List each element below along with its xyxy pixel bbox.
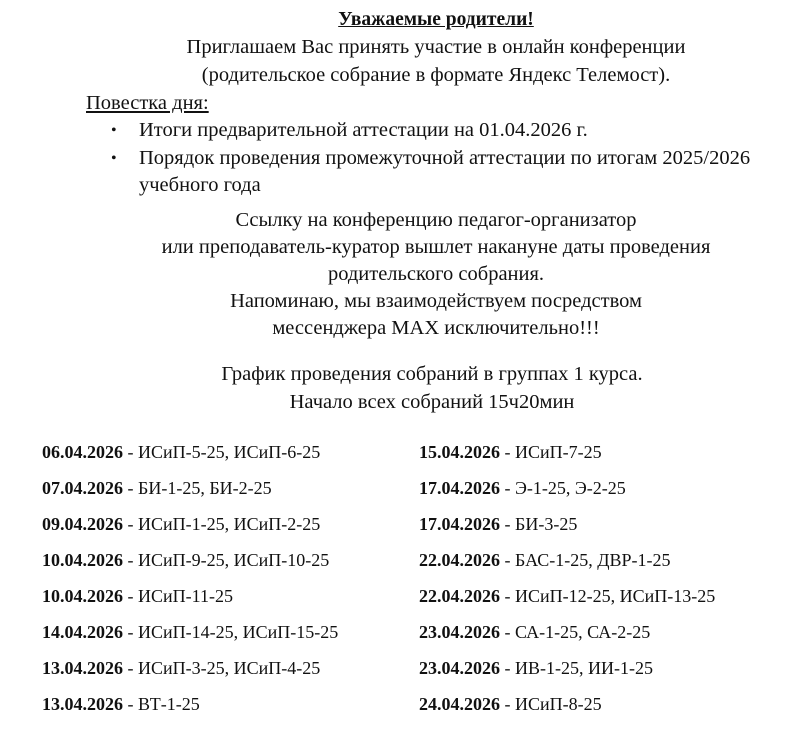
meeting-date: 14.04.2026 <box>42 622 123 642</box>
schedule-row <box>42 476 782 512</box>
separator: - <box>123 514 138 534</box>
schedule-entry <box>42 584 233 608</box>
separator: - <box>500 694 515 714</box>
agenda-item-text: Итоги предварительной аттестации на 01.04.2026 г. <box>139 119 588 141</box>
meeting-groups: ИВ-1-25, ИИ-1-25 <box>515 658 653 678</box>
meeting-groups: ИСиП-7-25 <box>515 442 602 462</box>
meeting-date: 24.04.2026 <box>419 694 500 714</box>
schedule-row <box>42 584 782 620</box>
meeting-date: 23.04.2026 <box>419 622 500 642</box>
schedule-entry <box>419 512 577 536</box>
notice-line: Ссылку на конференцию педагог-организатор <box>235 209 637 231</box>
schedule-entry <box>42 512 320 536</box>
meeting-groups: ИСиП-5-25, ИСиП-6-25 <box>138 442 321 462</box>
schedule-row <box>42 440 782 476</box>
schedule-row <box>42 620 782 656</box>
schedule-entry <box>419 692 602 716</box>
schedule-entry <box>419 548 670 572</box>
meeting-groups: ИСиП-11-25 <box>138 586 233 606</box>
invitation-text <box>0 34 795 89</box>
schedule-entry <box>42 476 272 500</box>
agenda-item <box>110 145 770 200</box>
schedule-title <box>0 361 795 416</box>
separator: - <box>123 586 138 606</box>
separator: - <box>123 658 138 678</box>
separator: - <box>500 478 515 498</box>
meeting-groups: ИСиП-1-25, ИСиП-2-25 <box>138 514 321 534</box>
meeting-date: 15.04.2026 <box>419 442 500 462</box>
schedule-row <box>42 512 782 548</box>
separator: - <box>500 550 515 570</box>
schedule-entry <box>419 656 653 680</box>
schedule-entry <box>419 584 715 608</box>
meeting-date: 13.04.2026 <box>42 694 123 714</box>
bullet-icon: • <box>111 122 117 139</box>
meeting-date: 17.04.2026 <box>419 514 500 534</box>
separator: - <box>123 442 138 462</box>
separator: - <box>123 550 138 570</box>
meeting-groups: БИ-1-25, БИ-2-25 <box>138 478 272 498</box>
invitation-line: (родительское собрание в формате Яндекс Телемост). <box>201 63 671 86</box>
meeting-date: 23.04.2026 <box>419 658 500 678</box>
agenda-label: Повестка дня: <box>86 92 209 114</box>
meeting-groups: СА-1-25, СА-2-25 <box>515 622 651 642</box>
meeting-groups: ИСиП-8-25 <box>515 694 602 714</box>
agenda-list <box>110 117 770 200</box>
meeting-groups: ИСиП-12-25, ИСиП-13-25 <box>515 586 716 606</box>
schedule-entry <box>419 620 650 644</box>
notice-text <box>0 207 795 342</box>
meeting-groups: Э-1-25, Э-2-25 <box>515 478 626 498</box>
meeting-date: 06.04.2026 <box>42 442 123 462</box>
schedule-entry <box>419 440 602 464</box>
meeting-date: 13.04.2026 <box>42 658 123 678</box>
separator: - <box>500 586 515 606</box>
agenda-item-text: Порядок проведения промежуточной аттестации по итогам 2025/2026 учебного года <box>139 146 751 196</box>
meeting-date: 10.04.2026 <box>42 586 123 606</box>
meeting-date: 22.04.2026 <box>419 586 500 606</box>
schedule-entry <box>42 620 338 644</box>
schedule-start-time: Начало всех собраний 15ч20мин <box>289 390 575 413</box>
meeting-groups: ИСиП-3-25, ИСиП-4-25 <box>138 658 321 678</box>
meeting-groups: БИ-3-25 <box>515 514 578 534</box>
schedule-entry <box>42 692 200 716</box>
meeting-groups: БАС-1-25, ДВР-1-25 <box>515 550 671 570</box>
separator: - <box>123 622 138 642</box>
meeting-groups: ИСиП-14-25, ИСиП-15-25 <box>138 622 339 642</box>
meeting-date: 10.04.2026 <box>42 550 123 570</box>
schedule-row <box>42 548 782 584</box>
schedule-row <box>42 692 782 728</box>
schedule-entry <box>419 476 626 500</box>
meeting-groups: ИСиП-9-25, ИСиП-10-25 <box>138 550 330 570</box>
separator: - <box>500 514 515 534</box>
notice-line: или преподаватель-куратор вышлет накануне даты проведения <box>161 236 711 258</box>
separator: - <box>123 694 138 714</box>
notice-line: мессенджера MAX исключительно!!! <box>272 317 600 339</box>
separator: - <box>123 478 138 498</box>
schedule-entry <box>42 656 320 680</box>
schedule-entry <box>42 548 329 572</box>
notice-line: Напоминаю, мы взаимодействуем посредством <box>230 290 642 312</box>
meeting-date: 09.04.2026 <box>42 514 123 534</box>
agenda-item <box>110 117 770 145</box>
meeting-groups: ВТ-1-25 <box>138 694 200 714</box>
separator: - <box>500 658 515 678</box>
bullet-icon: • <box>111 149 117 167</box>
schedule-entry <box>42 440 320 464</box>
notice-line: родительского собрания. <box>327 263 545 285</box>
page-title: Уважаемые родители! <box>338 9 534 30</box>
separator: - <box>500 622 515 642</box>
schedule-row <box>42 656 782 692</box>
invitation-line: Приглашаем Вас принять участие в онлайн конференции <box>186 36 686 58</box>
meeting-date: 22.04.2026 <box>419 550 500 570</box>
meeting-date: 17.04.2026 <box>419 478 500 498</box>
schedule-title-line: График проведения собраний в группах 1 курса. <box>221 363 643 385</box>
separator: - <box>500 442 515 462</box>
meeting-date: 07.04.2026 <box>42 478 123 498</box>
schedule-table <box>42 440 782 728</box>
